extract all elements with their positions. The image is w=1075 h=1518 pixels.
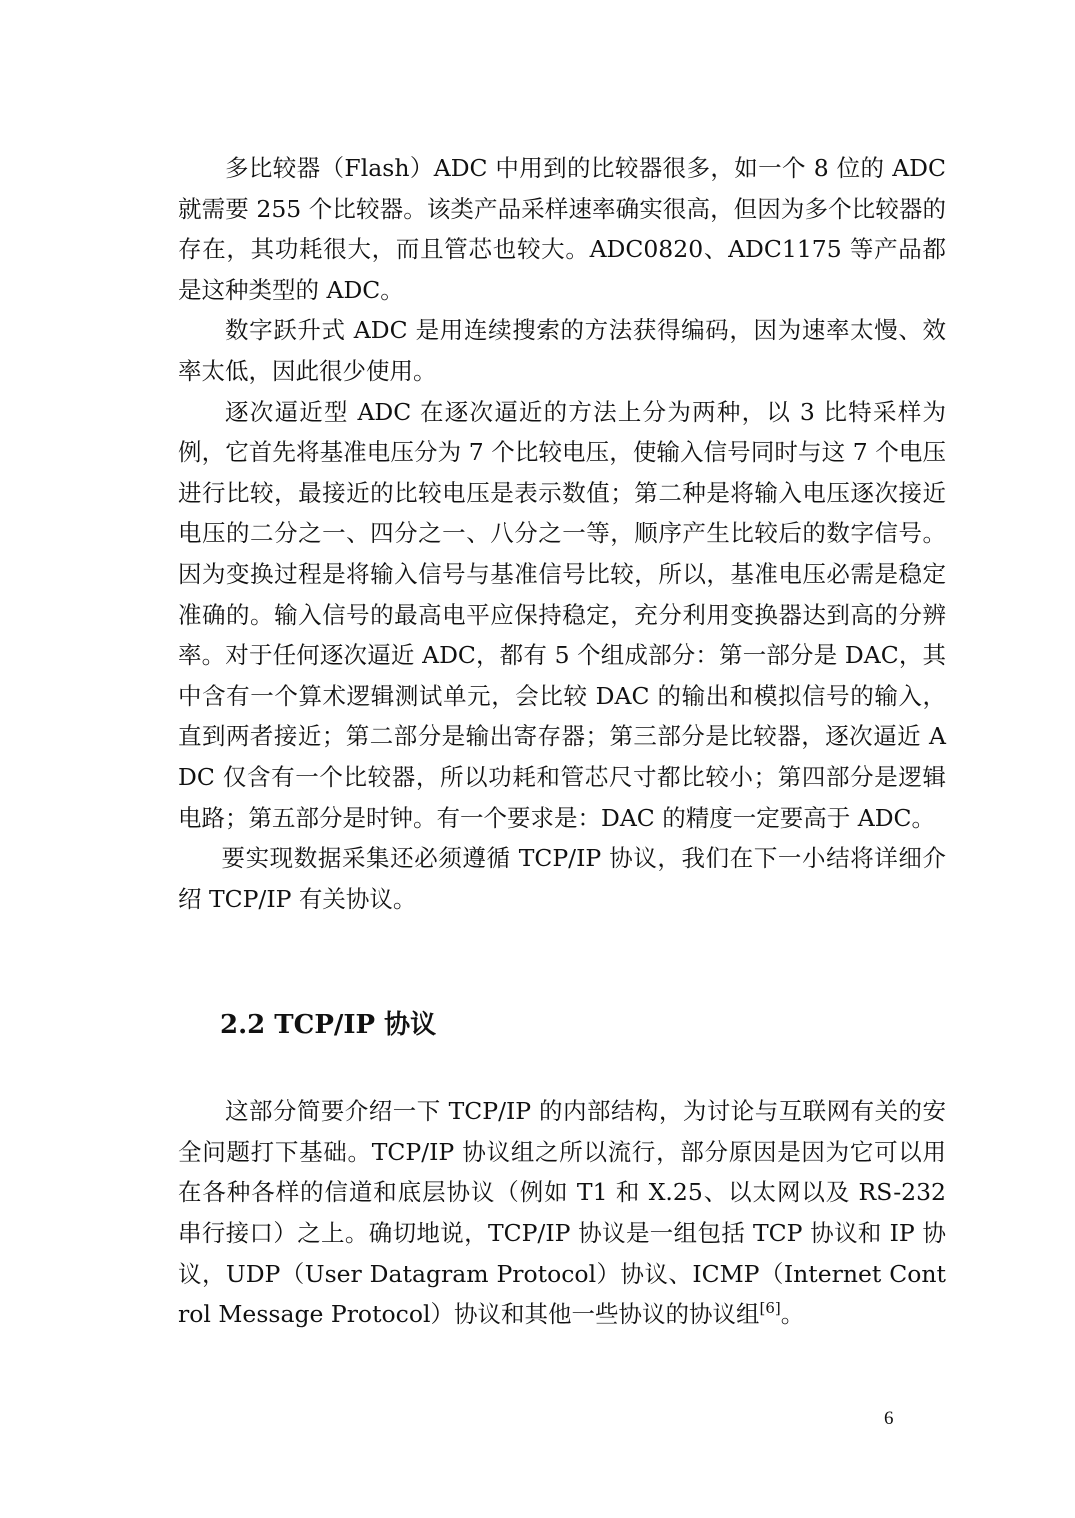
paragraph-tcp-ip-intro: 要实现数据采集还必须遵循 TCP/IP 协议，我们在下一小结将详细介绍 TCP/IP 有关协议。 <box>178 844 946 913</box>
paragraph-tcp-ip-structure <box>178 1091 946 1335</box>
paragraph-digital-ramp-adc: 数字跃升式 ADC 是用连续搜索的方法获得编码，因为速率太慢、效率太低，因此很少使用。 <box>178 316 946 385</box>
citation-reference[interactable]: [6] <box>759 1299 781 1318</box>
paragraph-text: 这部分简要介绍一下 TCP/IP 的内部结构，为讨论与互联网有关的安全问题打下基础。TCP/IP 协议组之所以流行，部分原因是因为它可以用在各种各样的信道和底层协议（例如 T1 和 X.25、以太网以及 RS-232 串行接口）之上。确切地说，TCP/IP 协议是一组包括 TCP 协议和 IP 协议，UDP（User Datagram Protocol）协议、ICMP（Internet Control Message Protocol）协议和其他一些协议的协议组 <box>178 1097 947 1329</box>
page-number: 6 <box>884 1408 894 1429</box>
paragraph-successive-approximation-adc: 逐次逼近型 ADC 在逐次逼近的方法上分为两种，以 3 比特采样为例，它首先将基准电压分为 7 个比较电压，使输入信号同时与这 7 个电压进行比较，最接近的比较电压是表示数值；第二种是将输入电压逐次接近电压的二分之一、四分之一、八分之一等，顺序产生比较后的数字信号。因为变换过程是将输入信号与基准信号比较，所以，基准电压必需是稳定准确的。输入信号的最高电平应保持稳定，充分利用变换器达到高的分辨率。对于任何逐次逼近 ADC，都有 5 个组成部分：第一部分是 DAC，其中含有一个算术逻辑测试单元，会比较 DAC 的输出和模拟信号的输入，直到两者接近；第二部分是输出寄存器；第三部分是比较器，逐次逼近 ADC 仅含有一个比较器，所以功耗和管芯尺寸都比较小；第四部分是逻辑电路；第五部分是时钟。有一个要求是：DAC 的精度一定要高于 ADC。 <box>178 397 946 832</box>
paragraph-flash-adc: 多比较器（Flash）ADC 中用到的比较器很多，如一个 8 位的 ADC 就需要 255 个比较器。该类产品采样速率确实很高，但因为多个比较器的存在，其功耗很大，而且管芯也较大。ADC0820、ADC1175 等产品都是这种类型的 ADC。 <box>178 154 946 304</box>
section-heading: 2.2 TCP/IP 协议 <box>220 1010 437 1041</box>
paragraph-end: 。 <box>780 1300 805 1329</box>
page-body <box>178 148 946 1335</box>
